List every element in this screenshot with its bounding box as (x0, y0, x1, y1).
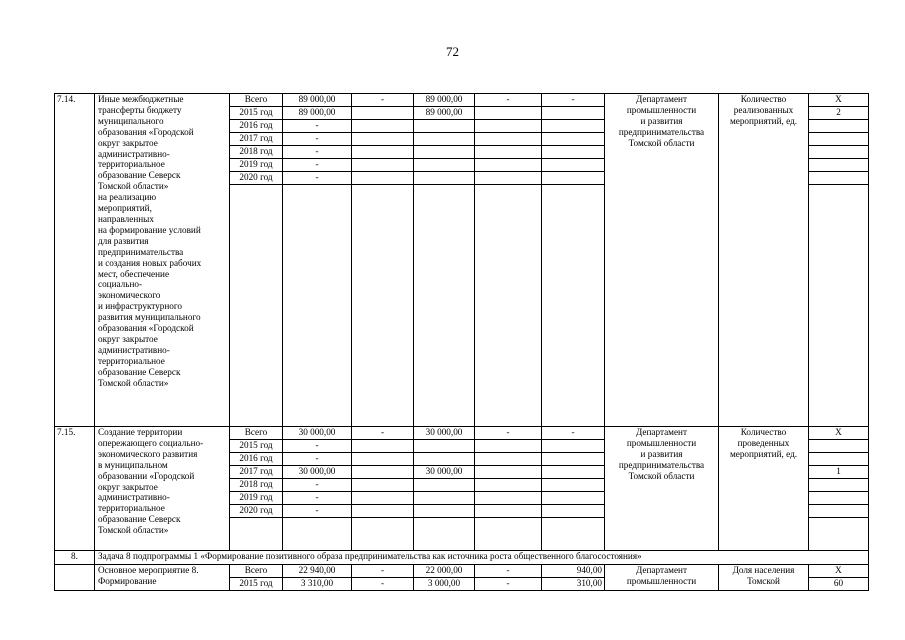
year-label: 2016 год (229, 452, 283, 466)
indicator-value: 60 (808, 577, 869, 591)
local-value (474, 478, 542, 492)
extrabudget-value: - (541, 93, 605, 107)
extrabudget-value (541, 132, 605, 146)
empty-cell (351, 184, 414, 427)
local-value: - (474, 426, 542, 440)
local-value (474, 119, 542, 133)
empty-cell (413, 517, 475, 551)
empty-cell (474, 517, 542, 551)
federal-value (351, 504, 414, 518)
regional-value: 3 000,00 (413, 577, 475, 591)
regional-value: 30 000,00 (413, 426, 475, 440)
local-value (474, 452, 542, 466)
extrabudget-value (541, 119, 605, 133)
empty-cell (541, 517, 605, 551)
regional-value (413, 145, 475, 159)
year-label: Всего (229, 93, 283, 107)
executor: Департамент промышленности и развития предпринимательства Томской области (604, 93, 719, 427)
total-value: - (282, 478, 352, 492)
regional-value: 89 000,00 (413, 93, 475, 107)
year-label: 2016 год (229, 119, 283, 133)
federal-value (351, 158, 414, 172)
extrabudget-value (541, 158, 605, 172)
extrabudget-value (541, 478, 605, 492)
year-label: 2019 год (229, 158, 283, 172)
extrabudget-value (541, 491, 605, 505)
federal-value (351, 106, 414, 120)
indicator-value (808, 158, 869, 172)
indicator-value (808, 478, 869, 492)
federal-value (351, 491, 414, 505)
regional-value: 30 000,00 (413, 465, 475, 479)
regional-value (413, 504, 475, 518)
total-value: 30 000,00 (282, 465, 352, 479)
empty-cell (229, 184, 283, 427)
federal-value (351, 439, 414, 453)
total-value: - (282, 158, 352, 172)
extrabudget-value: - (541, 426, 605, 440)
row-number: 7.14. (54, 93, 95, 427)
year-label: 2019 год (229, 491, 283, 505)
regional-value (413, 132, 475, 146)
extrabudget-value (541, 504, 605, 518)
federal-value (351, 465, 414, 479)
total-value: - (282, 145, 352, 159)
local-value (474, 491, 542, 505)
extrabudget-value: 310,00 (541, 577, 605, 591)
extrabudget-value (541, 106, 605, 120)
measure-name: Создание территории опережающего социально- экономического развития в муниципальном образовании «Городской округ закрытое административно- территориальное образование Северск Томской области» (94, 426, 230, 551)
local-value (474, 106, 542, 120)
indicator-value: 2 (808, 106, 869, 120)
federal-value (351, 452, 414, 466)
indicator-name: Количество проведенных мероприятий, ед. (718, 426, 809, 551)
year-label: Всего (229, 564, 283, 578)
executor: Департамент промышленности (604, 564, 719, 591)
indicator-name: Количество реализованных мероприятий, ед. (718, 93, 809, 427)
empty-cell (413, 184, 475, 427)
extrabudget-value (541, 465, 605, 479)
federal-value (351, 478, 414, 492)
total-value: - (282, 504, 352, 518)
indicator-value (808, 452, 869, 466)
year-label: 2018 год (229, 145, 283, 159)
regional-value (413, 158, 475, 172)
measure-name: Иные межбюджетные трансферты бюджету муниципального образования «Городской округ закрытое административно- территориальное образование Северск Томской области» на реализацию мероприятий, направленных на формирование условий для развития предпринимательства и создания новых рабочих мест, обеспечение социально- экономического и инфраструктурного развития муниципального образования «Городской округ закрытое административно- территориальное образование Северск Томской области» (94, 93, 230, 427)
total-value: 89 000,00 (282, 106, 352, 120)
indicator-value: X (808, 426, 869, 440)
empty-cell (351, 517, 414, 551)
total-value: - (282, 491, 352, 505)
extrabudget-value (541, 171, 605, 185)
local-value (474, 171, 542, 185)
measure-name: Основное мероприятие 8. Формирование (94, 564, 230, 591)
local-value (474, 132, 542, 146)
row-number: 7.15. (54, 426, 95, 551)
extrabudget-value (541, 439, 605, 453)
total-value: - (282, 171, 352, 185)
local-value (474, 504, 542, 518)
year-label: 2017 год (229, 465, 283, 479)
indicator-value (808, 171, 869, 185)
indicator-value (808, 132, 869, 146)
regional-value (413, 491, 475, 505)
indicator-value (808, 439, 869, 453)
federal-value: - (351, 93, 414, 107)
extrabudget-value (541, 145, 605, 159)
task-title: Задача 8 подпрограммы 1 «Формирование позитивного образа предпринимательства как источника роста общественного благосостояния» (94, 550, 869, 565)
empty-cell (808, 184, 869, 427)
total-value: - (282, 119, 352, 133)
local-value (474, 439, 542, 453)
local-value (474, 145, 542, 159)
regional-value (413, 119, 475, 133)
total-value: 89 000,00 (282, 93, 352, 107)
local-value: - (474, 93, 542, 107)
total-value: 22 940,00 (282, 564, 352, 578)
indicator-value: 1 (808, 465, 869, 479)
indicator-value: X (808, 564, 869, 578)
indicator-value (808, 145, 869, 159)
year-label: 2017 год (229, 132, 283, 146)
regional-value (413, 171, 475, 185)
federal-value (351, 132, 414, 146)
empty-cell (229, 517, 283, 551)
empty-cell (808, 517, 869, 551)
total-value: - (282, 132, 352, 146)
local-value: - (474, 577, 542, 591)
year-label: 2020 год (229, 171, 283, 185)
regional-value (413, 452, 475, 466)
year-label: 2015 год (229, 439, 283, 453)
regional-value (413, 439, 475, 453)
indicator-value (808, 504, 869, 518)
local-value: - (474, 564, 542, 578)
federal-value: - (351, 564, 414, 578)
executor: Департамент промышленности и развития предпринимательства Томской области (604, 426, 719, 551)
total-value: 3 310,00 (282, 577, 352, 591)
extrabudget-value (541, 452, 605, 466)
year-label: 2018 год (229, 478, 283, 492)
extrabudget-value: 940,00 (541, 564, 605, 578)
local-value (474, 465, 542, 479)
indicator-value (808, 491, 869, 505)
year-label: 2020 год (229, 504, 283, 518)
federal-value: - (351, 426, 414, 440)
regional-value: 89 000,00 (413, 106, 475, 120)
local-value (474, 158, 542, 172)
total-value: - (282, 452, 352, 466)
task-number: 8. (54, 550, 95, 565)
empty-cell (282, 517, 352, 551)
federal-value (351, 145, 414, 159)
indicator-value (808, 119, 869, 133)
regional-value: 22 000,00 (413, 564, 475, 578)
page-number: 72 (446, 44, 459, 59)
year-label: 2015 год (229, 577, 283, 591)
empty-cell (541, 184, 605, 427)
row-number (54, 564, 95, 591)
indicator-value: X (808, 93, 869, 107)
empty-cell (474, 184, 542, 427)
federal-value (351, 171, 414, 185)
federal-value (351, 119, 414, 133)
empty-cell (282, 184, 352, 427)
year-label: Всего (229, 426, 283, 440)
regional-value (413, 478, 475, 492)
total-value: - (282, 439, 352, 453)
federal-value: - (351, 577, 414, 591)
year-label: 2015 год (229, 106, 283, 120)
indicator-name: Доля населения Томской (718, 564, 809, 591)
total-value: 30 000,00 (282, 426, 352, 440)
